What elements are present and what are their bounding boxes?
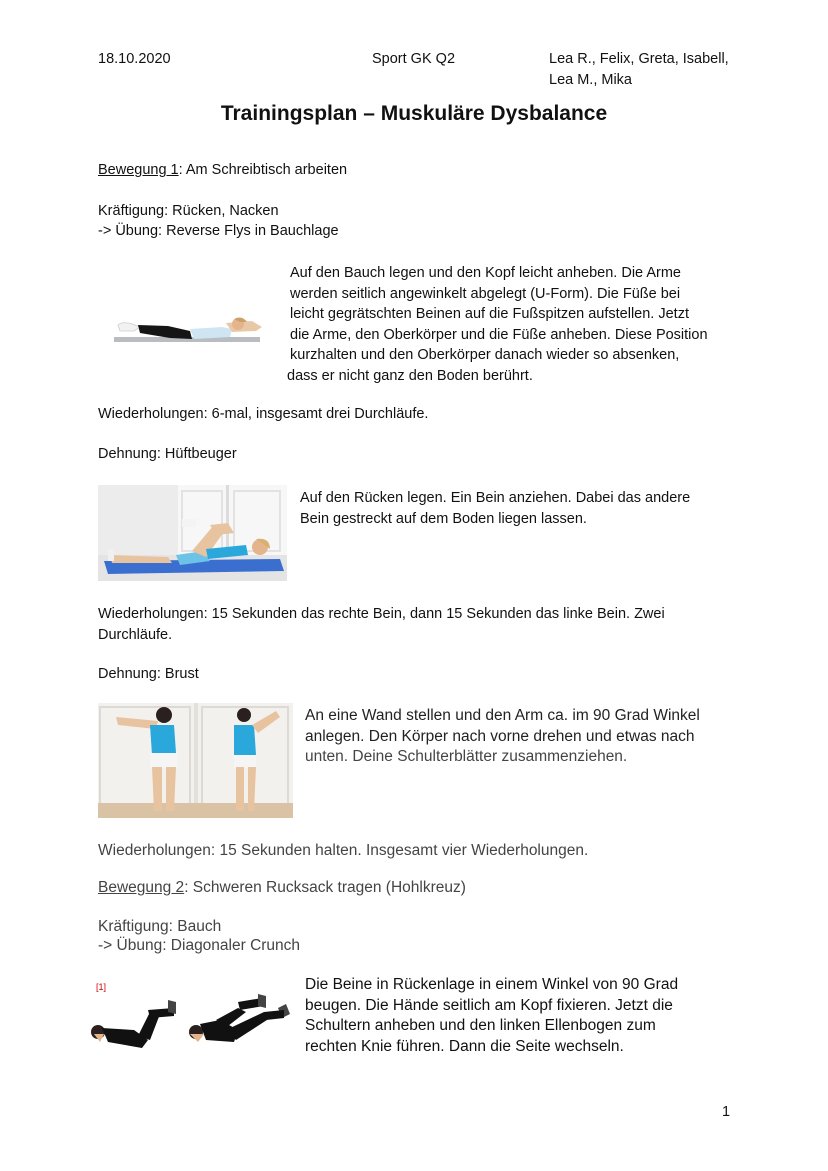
movement2-text: : Schweren Rucksack tragen (Hohlkreuz) bbox=[184, 879, 466, 896]
movement2-exercise: -> Übung: Diagonaler Crunch bbox=[98, 937, 301, 954]
header-authors-line1: Lea R., Felix, Greta, Isabell, bbox=[549, 51, 729, 67]
movement2-label: Bewegung 2 bbox=[98, 879, 185, 896]
hip-flexor-stretch-image bbox=[98, 485, 287, 581]
diagonal-crunch-image bbox=[88, 990, 293, 1052]
description-line: leicht gegrätschten Beinen auf die Fußspitzen aufstellen. Jetzt bbox=[290, 306, 689, 323]
description-line: unten. Deine Schulterblätter zusammenziehen. bbox=[305, 748, 628, 765]
description-line: dass er nicht ganz den Boden berührt. bbox=[287, 367, 533, 384]
page-number: 1 bbox=[722, 1104, 731, 1120]
movement2-strengthening: Kräftigung: Bauch bbox=[98, 918, 222, 935]
description-line: beugen. Die Hände seitlich am Kopf fixieren. Jetzt die bbox=[305, 996, 673, 1014]
repetitions-line: Durchläufe. bbox=[98, 627, 173, 643]
chest-stretch-image bbox=[98, 703, 293, 818]
description-line: werden seitlich angewinkelt abgelegt (U-Form). Die Füße bei bbox=[290, 285, 681, 302]
header-course: Sport GK Q2 bbox=[372, 51, 456, 67]
page-title: Trainingsplan – Muskuläre Dysbalance bbox=[220, 102, 608, 125]
movement1-heading bbox=[98, 162, 347, 178]
stretch2-description bbox=[305, 706, 700, 768]
movement1-repetitions: Wiederholungen: 6-mal, insgesamt drei Durchläufe. bbox=[98, 406, 429, 422]
header-authors-line2: Lea M., Mika bbox=[549, 72, 632, 88]
stretch2-repetitions: Wiederholungen: 15 Sekunden halten. Insgesamt vier Wiederholungen. bbox=[98, 842, 589, 859]
movement1-label: Bewegung 1 bbox=[98, 162, 179, 178]
description-line: Die Beine in Rückenlage in einem Winkel von 90 Grad bbox=[305, 976, 679, 993]
reference-marker: [1] bbox=[96, 982, 107, 992]
stretch1-description bbox=[300, 488, 690, 529]
repetitions-line: Wiederholungen: 15 Sekunden das rechte Bein, dann 15 Sekunden das linke Bein. Zwei bbox=[98, 606, 665, 622]
movement1-exercise-description bbox=[287, 263, 708, 387]
movement2-heading bbox=[98, 879, 466, 897]
movement1-text: : Am Schreibtisch arbeiten bbox=[178, 162, 348, 178]
stretch1-label: Dehnung: Hüftbeuger bbox=[98, 446, 237, 462]
description-line: anlegen. Den Körper nach vorne drehen und etwas nach bbox=[305, 727, 695, 745]
description-line: An eine Wand stellen und den Arm ca. im 90 Grad Winkel bbox=[305, 707, 700, 724]
header-date: 18.10.2020 bbox=[98, 51, 171, 67]
movement1-strengthening: Kräftigung: Rücken, Nacken bbox=[98, 203, 279, 219]
stretch1-repetitions bbox=[98, 604, 665, 646]
description-line: Schultern anheben und den linken Ellenbogen zum bbox=[305, 1017, 656, 1034]
description-line: Auf den Rücken legen. Ein Bein anziehen. Dabei das andere bbox=[300, 490, 691, 506]
description-line: Auf den Bauch legen und den Kopf leicht anheben. Die Arme bbox=[290, 265, 681, 281]
stretch2-label: Dehnung: Brust bbox=[98, 666, 199, 682]
description-line: kurzhalten und den Oberkörper danach wieder so absenken, bbox=[290, 347, 680, 364]
description-line: die Arme, den Oberkörper und die Füße anheben. Diese Position bbox=[290, 326, 708, 343]
description-line: Bein gestreckt auf dem Boden liegen lassen. bbox=[300, 510, 587, 527]
movement2-exercise-description bbox=[305, 975, 678, 1057]
reverse-flys-image bbox=[110, 305, 270, 349]
description-line: rechten Knie führen. Dann die Seite wechseln. bbox=[305, 1037, 624, 1055]
movement1-exercise: -> Übung: Reverse Flys in Bauchlage bbox=[98, 223, 339, 239]
